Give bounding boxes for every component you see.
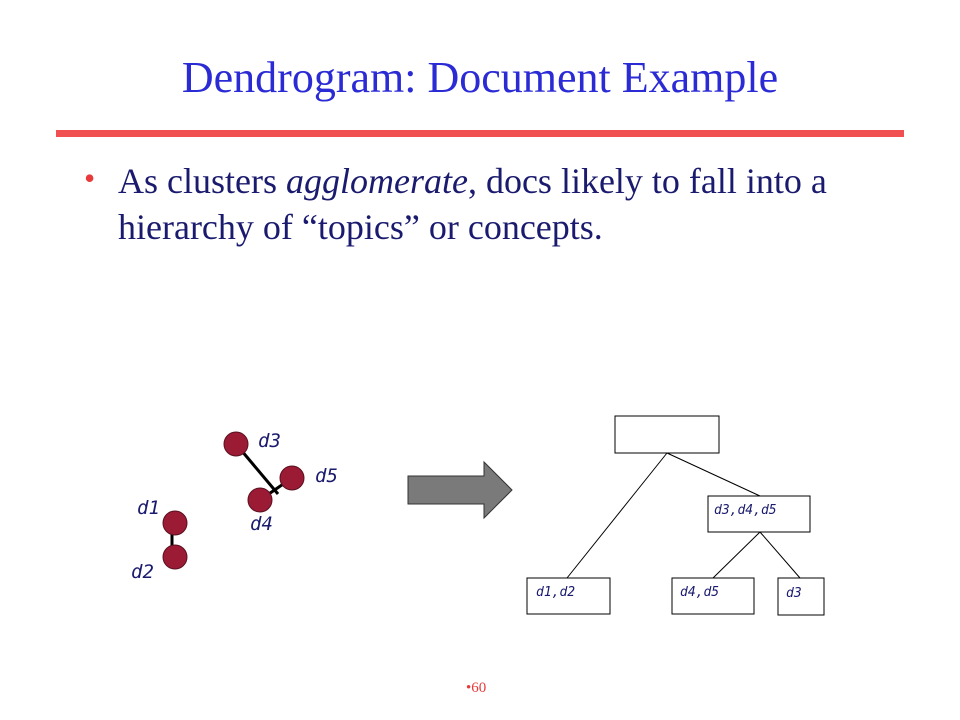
page-number: •60	[466, 680, 487, 696]
doc-label-d1: d1	[137, 497, 160, 519]
tree-root-node	[615, 416, 719, 453]
bullet-text-post: , docs likely to fall into a hierarchy of “topics” or concepts.	[118, 161, 827, 247]
dendrogram-tree	[527, 416, 824, 615]
tree-leaf-d3-label: d3	[786, 586, 802, 601]
doc-label-d3: d3	[258, 430, 281, 452]
document-node-icon	[163, 511, 187, 535]
edge-d3d4d5-d3	[760, 532, 800, 578]
document-node-icon	[224, 432, 248, 456]
document-node-icon	[280, 466, 304, 490]
edge-d3d4d5-d4d5	[713, 532, 760, 578]
edge-root-d1d2	[567, 453, 667, 578]
bullet-text-pre: As clusters	[118, 161, 286, 201]
document-cluster-plot	[131, 430, 338, 583]
right-arrow-icon	[408, 462, 512, 518]
doc-label-d4: d4	[250, 513, 273, 535]
document-node-icon	[163, 545, 187, 569]
doc-label-d2: d2	[131, 561, 154, 583]
document-node-icon	[248, 488, 272, 512]
doc-label-d5: d5	[315, 465, 338, 487]
tree-leaf-d4d5-label: d4,d5	[680, 585, 720, 600]
edge-root-d3d4d5	[667, 453, 760, 496]
tree-leaf-d1d2-label: d1,d2	[536, 585, 576, 600]
tree-node-d3d4d5-label: d3,d4,d5	[714, 503, 777, 518]
page-number-value: 60	[471, 680, 487, 696]
bullet-marker: •	[84, 160, 96, 196]
slide-title: Dendrogram: Document Example	[181, 53, 779, 102]
bullet-text-emphasis: agglomerate	[285, 161, 468, 201]
